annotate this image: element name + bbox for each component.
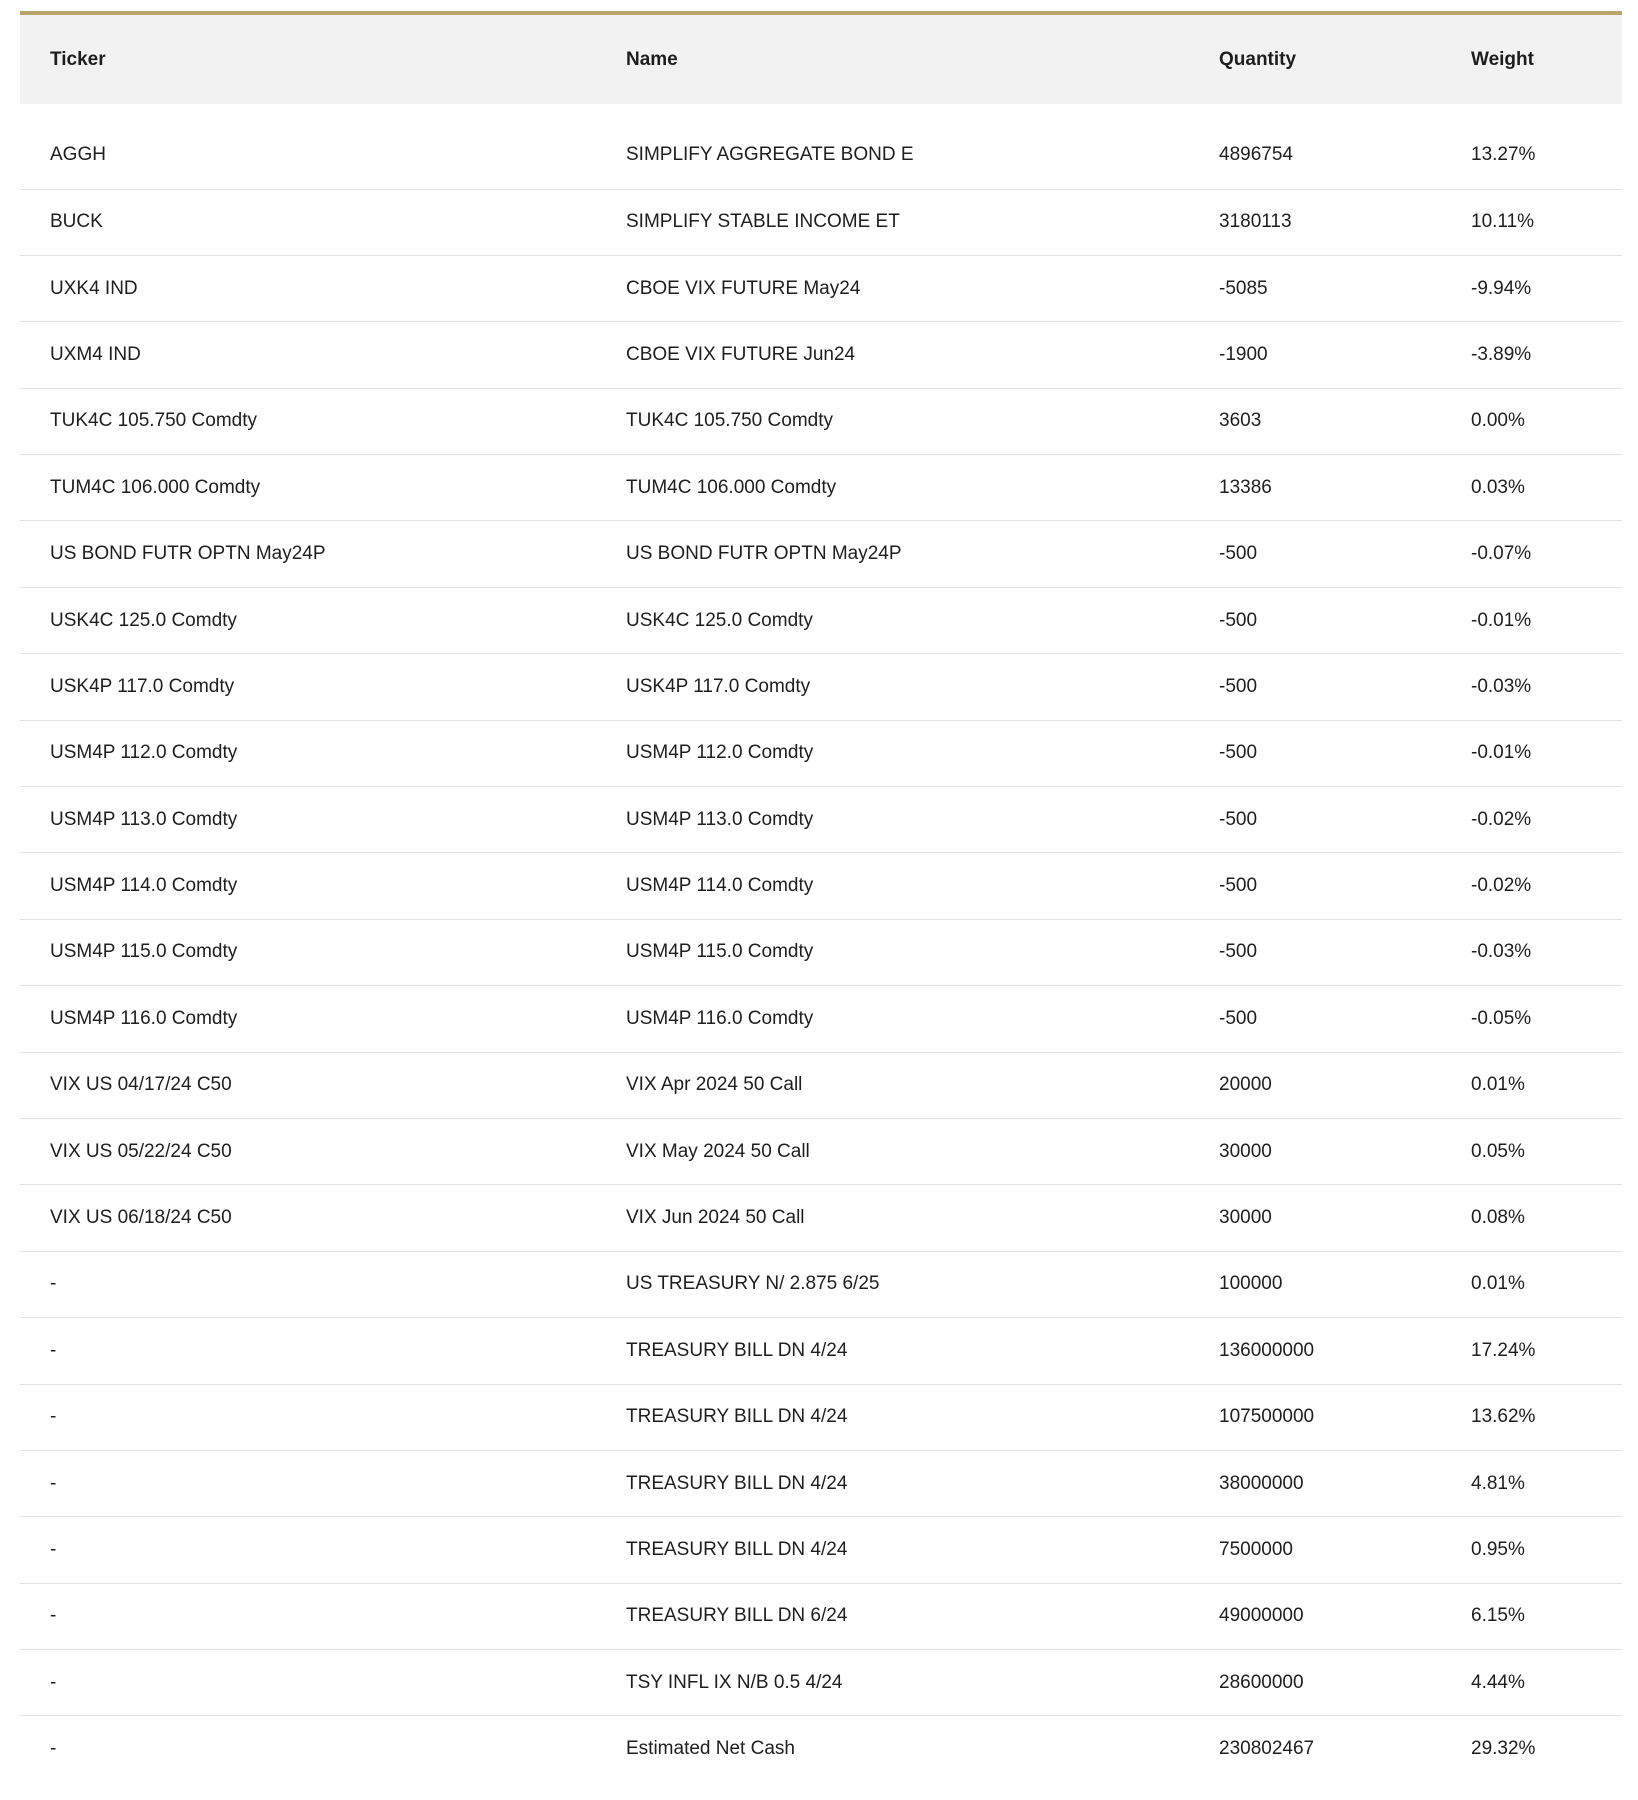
table-row [20,587,1622,653]
table-row [20,1583,1622,1649]
table-row [20,1318,1622,1384]
cell-quantity: 136000000 [1219,1339,1315,1361]
cell-name: VIX Apr 2024 50 Call [626,1074,803,1096]
cell-weight: 4.81% [1471,1472,1525,1494]
cell-ticker: - [50,1539,57,1560]
cell-quantity: 7500000 [1219,1539,1293,1560]
table-row [20,919,1622,985]
cell-weight: 0.00% [1471,410,1525,432]
cell-weight: 17.24% [1471,1339,1536,1361]
cell-name: TUK4C 105.750 Comdty [626,410,833,432]
cell-ticker: - [50,1738,57,1760]
cell-ticker: AGGH [50,144,106,166]
cell-weight: -0.03% [1471,941,1532,963]
cell-weight: -0.05% [1471,1007,1532,1029]
column-header-name[interactable]: Name [626,48,678,70]
cell-name: VIX May 2024 50 Call [626,1140,810,1162]
cell-weight: -0.02% [1471,875,1532,897]
table-row [20,104,1622,189]
table-row [20,1052,1622,1118]
cell-ticker: - [50,1339,57,1361]
cell-ticker: TUK4C 105.750 Comdty [50,410,257,432]
cell-ticker: - [50,1273,57,1295]
cell-ticker: - [50,1472,57,1494]
cell-name: CBOE VIX FUTURE May24 [626,277,861,299]
cell-name: USM4P 115.0 Comdty [626,941,814,963]
cell-ticker: VIX US 06/18/24 C50 [50,1207,232,1229]
cell-quantity: 230802467 [1219,1738,1315,1760]
cell-ticker: - [50,1605,57,1627]
cell-name: USM4P 114.0 Comdty [626,875,814,897]
cell-quantity: -1900 [1219,343,1268,365]
cell-quantity: -500 [1219,543,1258,565]
table-row [20,1185,1622,1251]
table-row [20,521,1622,587]
table-row [20,1517,1622,1583]
table-row [20,787,1622,853]
cell-quantity: 3603 [1219,410,1262,432]
cell-name: TREASURY BILL DN 4/24 [626,1339,848,1361]
cell-name: CBOE VIX FUTURE Jun24 [626,343,856,365]
cell-quantity: 28600000 [1219,1671,1304,1693]
table-row [20,322,1622,388]
cell-quantity: -500 [1219,609,1258,631]
table-row [20,255,1622,321]
cell-name: SIMPLIFY AGGREGATE BOND E [626,144,914,166]
cell-name: TREASURY BILL DN 4/24 [626,1539,848,1560]
cell-name: TREASURY BILL DN 6/24 [626,1605,848,1627]
cell-name: USM4P 116.0 Comdty [626,1007,814,1029]
cell-ticker: BUCK [50,211,103,233]
cell-weight: 6.15% [1471,1605,1525,1627]
header-row [20,13,1622,104]
cell-quantity: 13386 [1219,476,1272,498]
cell-weight: 0.95% [1471,1539,1525,1560]
cell-weight: 0.08% [1471,1207,1525,1229]
cell-weight: 0.05% [1471,1140,1525,1162]
table-row [20,1384,1622,1450]
table-row [20,1251,1622,1317]
cell-name: US BOND FUTR OPTN May24P [626,543,902,565]
cell-ticker: US BOND FUTR OPTN May24P [50,543,326,565]
table-body [20,104,1622,1782]
cell-quantity: 4896754 [1219,144,1293,166]
cell-weight: 0.01% [1471,1273,1525,1295]
cell-name: USK4C 125.0 Comdty [626,609,813,631]
table-row [20,1716,1622,1782]
cell-quantity: -500 [1219,875,1258,897]
table-row [20,720,1622,786]
cell-quantity: 49000000 [1219,1605,1304,1627]
column-header-ticker[interactable]: Ticker [50,48,106,70]
cell-ticker: USM4P 112.0 Comdty [50,742,238,764]
cell-ticker: UXM4 IND [50,343,141,365]
cell-quantity: -500 [1219,808,1258,830]
cell-ticker: TUM4C 106.000 Comdty [50,476,261,498]
cell-weight: 13.62% [1471,1406,1536,1428]
cell-name: USM4P 112.0 Comdty [626,742,814,764]
cell-weight: -0.01% [1471,609,1532,631]
cell-ticker: USM4P 116.0 Comdty [50,1007,238,1029]
table-row [20,1118,1622,1184]
cell-quantity: 100000 [1219,1273,1283,1295]
cell-name: TUM4C 106.000 Comdty [626,476,837,498]
cell-weight: 4.44% [1471,1671,1525,1693]
cell-name: US TREASURY N/ 2.875 6/25 [626,1273,880,1295]
cell-weight: -0.03% [1471,675,1532,697]
holdings-table [20,11,1622,1782]
cell-quantity: 3180113 [1219,211,1292,233]
cell-quantity: 38000000 [1219,1472,1304,1494]
cell-quantity: -500 [1219,941,1258,963]
cell-ticker: USK4P 117.0 Comdty [50,675,235,697]
cell-ticker: - [50,1671,57,1693]
cell-quantity: -500 [1219,1007,1258,1029]
cell-quantity: 20000 [1219,1074,1272,1096]
cell-ticker: UXK4 IND [50,277,138,299]
cell-name: SIMPLIFY STABLE INCOME ET [626,211,900,233]
table-row [20,853,1622,919]
column-header-weight[interactable]: Weight [1471,48,1534,70]
cell-name: VIX Jun 2024 50 Call [626,1207,805,1229]
cell-name: TSY INFL IX N/B 0.5 4/24 [626,1671,843,1693]
table-row [20,455,1622,521]
cell-ticker: USM4P 114.0 Comdty [50,875,238,897]
cell-weight: 29.32% [1471,1738,1536,1760]
cell-quantity: -500 [1219,675,1258,697]
cell-quantity: -5085 [1219,277,1268,299]
cell-ticker: VIX US 05/22/24 C50 [50,1140,232,1162]
cell-name: Estimated Net Cash [626,1738,795,1760]
cell-weight: 0.01% [1471,1074,1525,1096]
cell-name: USM4P 113.0 Comdty [626,808,814,830]
cell-weight: -0.02% [1471,808,1532,830]
cell-quantity: 107500000 [1219,1406,1315,1428]
cell-quantity: -500 [1219,742,1258,764]
cell-weight: -0.01% [1471,742,1532,764]
cell-ticker: VIX US 04/17/24 C50 [50,1074,232,1096]
cell-quantity: 30000 [1219,1140,1272,1162]
cell-weight: 0.03% [1471,476,1525,498]
cell-ticker: USM4P 113.0 Comdty [50,808,238,830]
table-row [20,1650,1622,1716]
table-row [20,189,1622,255]
table-header [20,13,1622,104]
cell-weight: 10.11% [1471,211,1535,233]
cell-name: TREASURY BILL DN 4/24 [626,1406,848,1428]
table-row [20,654,1622,720]
cell-name: TREASURY BILL DN 4/24 [626,1472,848,1494]
cell-weight: -9.94% [1471,277,1532,299]
cell-name: USK4P 117.0 Comdty [626,675,811,697]
column-header-quantity[interactable]: Quantity [1219,48,1297,70]
cell-quantity: 30000 [1219,1207,1272,1229]
cell-ticker: - [50,1406,57,1428]
cell-weight: -3.89% [1471,343,1532,365]
cell-ticker: USM4P 115.0 Comdty [50,941,238,963]
table-row [20,388,1622,454]
cell-ticker: USK4C 125.0 Comdty [50,609,237,631]
table-row [20,1450,1622,1516]
cell-weight: 13.27% [1471,144,1536,166]
table-row [20,986,1622,1052]
cell-weight: -0.07% [1471,543,1532,565]
